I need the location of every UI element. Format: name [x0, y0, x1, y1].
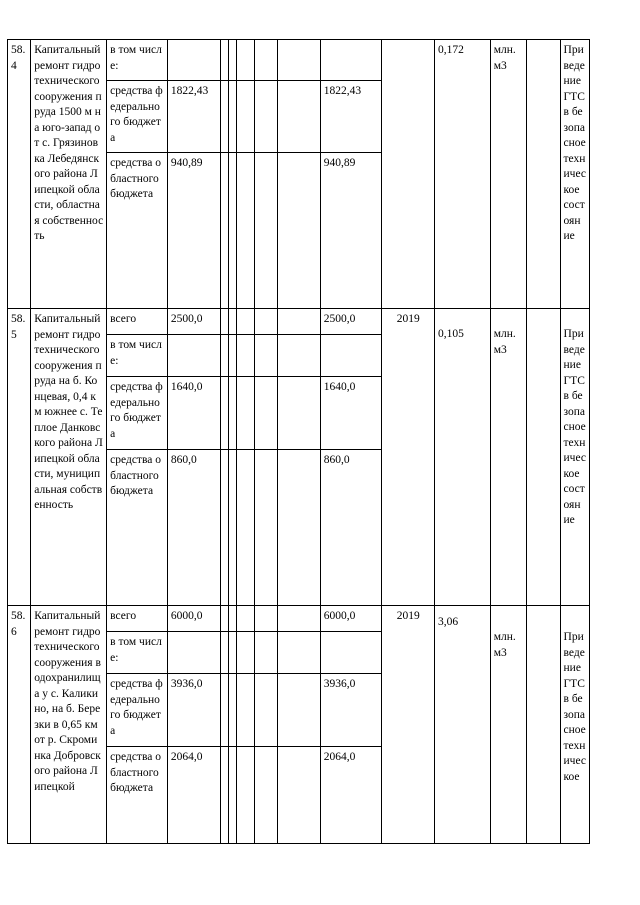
funding-amount: 1640,0: [167, 377, 220, 450]
funding-source-label: всего: [107, 606, 168, 632]
row-number: 58.4: [8, 40, 31, 309]
funding-amount: [167, 632, 220, 674]
funding-amount: 2500,0: [167, 309, 220, 335]
funding-amount: 1822,43: [167, 81, 220, 153]
funding-amount-year: 2500,0: [320, 309, 382, 335]
funding-amount-year: 860,0: [320, 450, 382, 606]
funding-amount: [167, 40, 220, 81]
funding-amount: 6000,0: [167, 606, 220, 632]
funding-source-label: всего: [107, 309, 168, 335]
implementation-year: 2019: [382, 309, 435, 606]
funding-source-label: в том числе:: [107, 632, 168, 674]
implementation-year: 2019: [382, 606, 435, 844]
funding-source-label: в том числе:: [107, 40, 168, 81]
capacity-unit: млн. м3: [490, 309, 526, 606]
financing-table: [7, 39, 590, 844]
funding-amount-year: 2064,0: [320, 747, 382, 844]
funding-amount: [167, 335, 220, 377]
capacity-unit: млн. м3: [490, 40, 526, 309]
object-description: Капитальный ремонт гидротехнического сооружения пруда на б. Концевая, 0,4 км южнее с. Теплое Данковского района Липецкой области, муниципальная собственность: [31, 309, 107, 606]
funding-amount-year: [320, 40, 382, 81]
funding-source-label: средства федерального бюджета: [107, 81, 168, 153]
row-number: 58.5: [8, 309, 31, 606]
funding-amount-year: 1640,0: [320, 377, 382, 450]
funding-source-label: средства областного бюджета: [107, 747, 168, 844]
funding-amount-year: [320, 632, 382, 674]
expected-result: Приведение ГТС в безопасное техническое состояние: [560, 40, 589, 309]
funding-amount: 3936,0: [167, 674, 220, 747]
funding-amount-year: [320, 335, 382, 377]
object-description: Капитальный ремонт гидротехнического сооружения пруда 1500 м на юго-запад от с. Грязиновка Лебедянского района Липецкой области, областная собственность: [31, 40, 107, 309]
funding-amount-year: 940,89: [320, 153, 382, 309]
funding-source-label: средства федерального бюджета: [107, 377, 168, 450]
capacity-value: 3,06: [435, 606, 491, 844]
expected-result: Приведение ГТС в безопасное техническое состояние: [560, 309, 589, 606]
expected-result: Приведение ГТС в безопасное техническое: [560, 606, 589, 844]
row-number: 58.6: [8, 606, 31, 844]
implementation-year: [382, 40, 435, 309]
funding-source-label: средства федерального бюджета: [107, 674, 168, 747]
funding-source-label: в том числе:: [107, 335, 168, 377]
funding-source-label: средства областного бюджета: [107, 450, 168, 606]
funding-amount-year: 6000,0: [320, 606, 382, 632]
funding-amount-year: 1822,43: [320, 81, 382, 153]
table-row: [8, 40, 590, 81]
funding-source-label: средства областного бюджета: [107, 153, 168, 309]
capacity-unit: млн. м3: [490, 606, 526, 844]
funding-amount: 2064,0: [167, 747, 220, 844]
capacity-value: 0,105: [435, 309, 491, 606]
table-row: [8, 309, 590, 335]
table-row: [8, 606, 590, 632]
capacity-value: 0,172: [435, 40, 491, 309]
funding-amount: 860,0: [167, 450, 220, 606]
funding-amount-year: 3936,0: [320, 674, 382, 747]
funding-amount: 940,89: [167, 153, 220, 309]
object-description: Капитальный ремонт гидротехнического сооружения водохранилища у с. Каликино, на б. Березки в 0,65 км от р. Скроминка Добровского района Липецкой: [31, 606, 107, 844]
